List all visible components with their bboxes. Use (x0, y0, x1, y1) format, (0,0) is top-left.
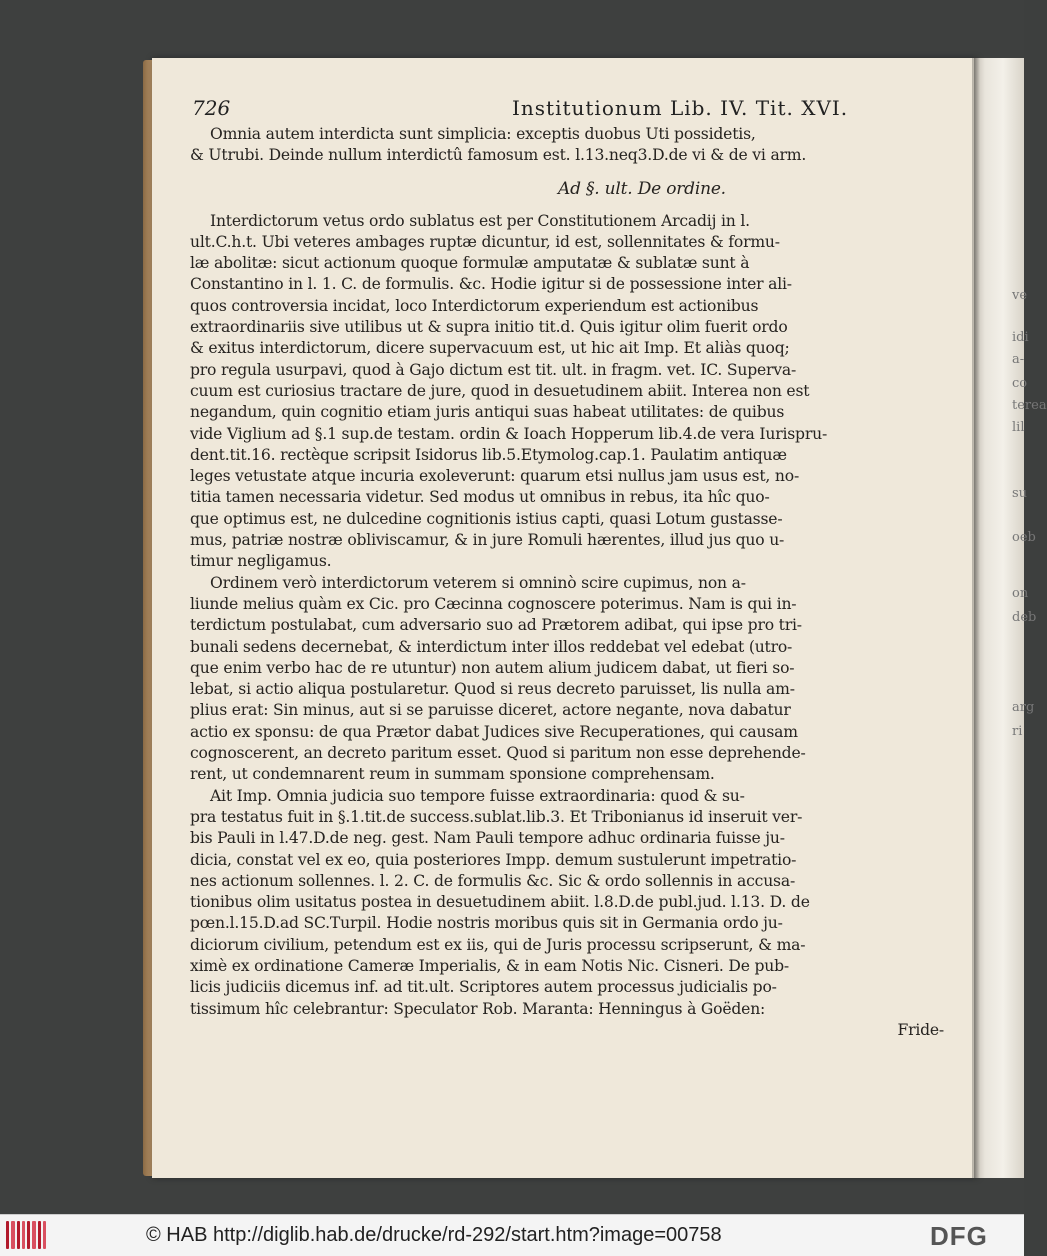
paragraph-1 (190, 211, 950, 573)
paragraph-2 (190, 573, 950, 786)
running-title: Institutionum Lib. IV. Tit. XVI. (512, 96, 849, 120)
text-line: cognoscerent, an decreto paritum esset. Quod si paritum non esse deprehende- (190, 744, 806, 763)
text-line: dent.tit.16. rectèque scripsit Isidorus lib.5.Etymolog.cap.1. Paulatim antiquæ (190, 445, 787, 464)
text-line: timur negligamus. (190, 552, 332, 571)
paragraph-3 (190, 786, 950, 1020)
bleed-fragment: a- (1012, 352, 1025, 367)
text-line: terdictum postulabat, cum adversario suo ad Prætorem adibat, qui ipse pro tri- (190, 616, 802, 635)
hab-logo-icon (6, 1221, 46, 1249)
copyright-link[interactable]: © HAB http://diglib.hab.de/drucke/rd-292/start.htm?image=00758 (146, 1224, 722, 1246)
bleed-fragment: co (1012, 376, 1028, 391)
bleed-fragment: terea (1012, 398, 1047, 413)
text-line: dicia, constat vel ex eo, quia posteriores Impp. demum sustulerunt impetratio- (190, 850, 797, 869)
text-line: rent, ut condemnarent reum in summam sponsione comprehensam. (190, 765, 715, 784)
text-line: & Utrubi. Deinde nullum interdictû famosum est. l.13.neq3.D.de vi & de vi arm. (190, 146, 807, 165)
text-line: pro regula usurpavi, quod à Gajo dictum est tit. ult. in fragm. vet. IC. Superva- (190, 360, 797, 379)
text-line: bunali sedens decernebat, & interdictum inter illos reddebat vel edebat (utro- (190, 637, 793, 656)
text-line: & exitus interdictorum, dicere supervacuum est, ut hic ait Imp. Et aliàs quoq; (190, 339, 790, 358)
footer-bar (0, 1214, 1024, 1256)
text-line: tissimum hîc celebrantur: Speculator Rob. Maranta: Henningus à Goëden: (190, 999, 766, 1018)
dfg-logo: DFG (930, 1221, 988, 1251)
text-line: Interdictorum vetus ordo sublatus est per Constitutionem Arcadij in l. (210, 211, 750, 230)
text-line: ximè ex ordinatione Cameræ Imperialis, & in eam Notis Nic. Cisneri. De pub- (190, 956, 789, 975)
gutter-shadow (974, 58, 980, 1178)
text-line: pra testatus fuit in §.1.tit.de success.sublat.lib.3. Et Tribonianus id inseruit ver- (190, 807, 803, 826)
text-line: diciorum civilium, petendum est ex iis, qui de Juris processu scripserunt, & ma- (190, 935, 806, 954)
text-line: Constantino in l. 1. C. de formulis. &c. Hodie igitur si de possessione inter ali- (190, 275, 792, 294)
text-line: ult.C.h.t. Ubi veteres ambages ruptæ dicuntur, id est, sollennitates & formu- (190, 232, 780, 251)
text-line: actio ex sponsu: de qua Prætor dabat Judices sive Recuperationes, qui causam (190, 722, 798, 741)
text-line: leges vetustate atque incuria exoleverunt: quarum etsi nullus jam usus est, no- (190, 467, 800, 486)
page-number: 726 (192, 96, 231, 120)
text-line: læ abolitæ: sicut actionum quoque formulæ amputatæ & sublatæ sunt à (190, 254, 750, 273)
text-line: cuum est curiosius tractare de jure, quod in desuetudinem abiit. Interea non est (190, 381, 810, 400)
text-line: vide Viglium ad §.1 sup.de testam. ordin & Ioach Hopperum lib.4.de vera Iurispru- (190, 424, 828, 443)
bleed-fragment: lil (1012, 420, 1025, 435)
section-heading: Ad §. ult. De ordine. (558, 178, 726, 199)
text-line: Omnia autem interdicta sunt simplicia: exceptis duobus Uti possidetis, (210, 125, 756, 143)
text-line: bis Pauli in l.47.D.de neg. gest. Nam Pauli tempore adhuc ordinaria fuisse ju- (190, 829, 785, 848)
text-line: nes actionum sollennes. l. 2. C. de formulis &c. Sic & ordo sollennis in accusa- (190, 871, 796, 890)
text-line: Ordinem verò interdictorum veterem si omninò scire cupimus, non a- (210, 573, 746, 592)
text-line: que enim verbo hac de re utuntur) non autem alium judicem dabat, ut fieri so- (190, 658, 795, 677)
page-text (190, 124, 950, 1041)
text-line: pœn.l.15.D.ad SC.Turpil. Hodie nostris moribus quis sit in Germania ordo ju- (190, 914, 783, 933)
text-line: plius erat: Sin minus, aut si se paruisse diceret, actore negante, nova dabatur (190, 701, 791, 720)
page-header (192, 96, 952, 124)
text-line: licis judiciis dicemus inf. ad tit.ult. Scriptores autem processus judicialis po- (190, 978, 777, 997)
text-line: extraordinariis sive utilibus ut & supra initio tit.d. Quis igitur olim fuerit ordo (190, 318, 788, 337)
text-line: que optimus est, ne dulcedine cognitionis istius capti, quasi Lotum gustasse- (190, 509, 783, 528)
text-line: negandum, quin cognitio etiam juris antiqui suas habeat utilitates: de quibus (190, 403, 785, 422)
text-line: quos controversia incidat, loco Interdictorum experiendum est actionibus (190, 296, 759, 315)
catchword: Fride- (897, 1020, 944, 1039)
text-line: lebat, si actio aliqua postularetur. Quod si reus decreto paruisset, lis nulla am- (190, 680, 795, 699)
text-line: titia tamen necessaria videtur. Sed modus ut omnibus in rebus, ita hîc quo- (190, 488, 770, 507)
bleed-fragment: su (1012, 486, 1028, 501)
text-line: liunde melius quàm ex Cic. pro Cæcinna cognoscere poterimus. Nam is qui in- (190, 594, 797, 613)
text-line: mus, patriæ nostræ obliviscamur, & in jure Romuli hærentes, illud jus quo u- (190, 531, 785, 550)
bleed-fragment: arg (1012, 700, 1035, 715)
text-line: tionibus olim usitatus postea in desuetudinem abiit. l.8.D.de publ.jud. l.13. D. de (190, 893, 810, 912)
bleed-fragment: on (1012, 586, 1029, 601)
bleed-fragment: deb (1012, 610, 1037, 625)
bleed-fragment: idi (1012, 330, 1029, 345)
text-line: Ait Imp. Omnia judicia suo tempore fuisse extraordinaria: quod & su- (210, 786, 745, 805)
bleed-fragment: oeb (1012, 530, 1036, 545)
bleed-fragment: ri (1012, 724, 1023, 739)
bleed-fragment: ve (1012, 288, 1028, 303)
